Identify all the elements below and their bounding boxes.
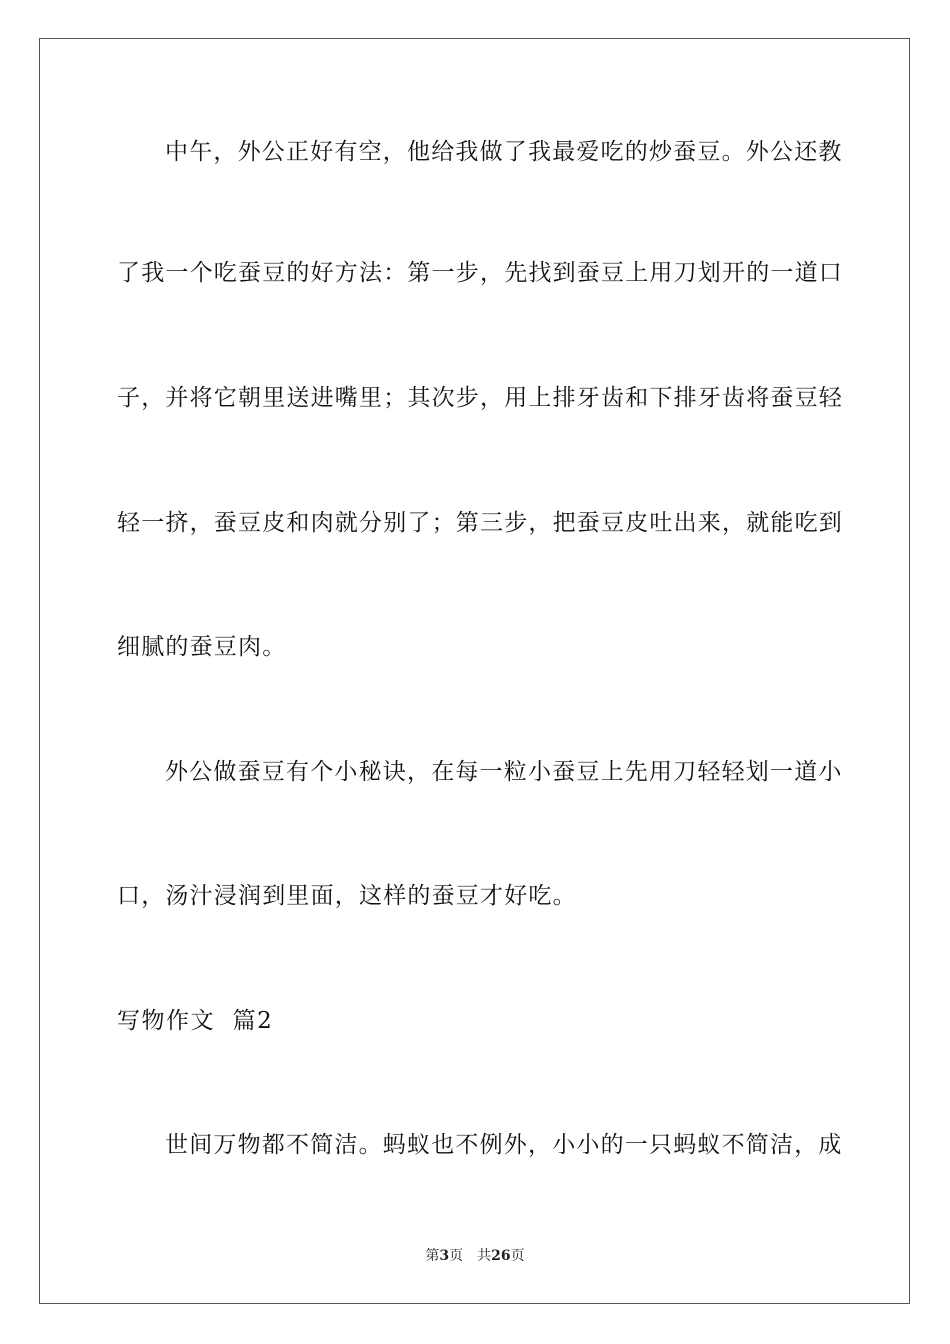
page-number: 3 — [439, 1248, 450, 1264]
section-heading: 写物作文 篇2 — [117, 1008, 274, 1034]
paragraph-1-line-2: 了我一个吃蚕豆的好方法：第一步，先找到蚕豆上用刀划开的一道口 — [117, 260, 843, 286]
paragraph-3-line-1: 世间万物都不简洁。蚂蚁也不例外，小小的一只蚂蚁不简洁，成 — [165, 1132, 843, 1158]
paragraph-1-line-3: 子，并将它朝里送进嘴里；其次步，用上排牙齿和下排牙齿将蚕豆轻 — [117, 385, 843, 411]
paragraph-2-line-1: 外公做蚕豆有个小秘诀，在每一粒小蚕豆上先用刀轻轻划一道小 — [165, 759, 843, 785]
page-suffix: 页 — [449, 1248, 464, 1264]
paragraph-2-line-2: 口，汤汁浸润到里面，这样的蚕豆才好吃。 — [117, 883, 577, 909]
paragraph-1-line-1: 中午，外公正好有空，他给我做了我最爱吃的炒蚕豆。外公还教 — [165, 139, 843, 165]
paragraph-1-line-4: 轻一挤，蚕豆皮和肉就分别了；第三步，把蚕豆皮吐出来，就能吃到 — [117, 510, 843, 536]
page-border — [39, 38, 910, 1304]
total-pages: 26 — [491, 1248, 511, 1264]
page-footer — [0, 1246, 950, 1266]
paragraph-1-line-5: 细腻的蚕豆肉。 — [117, 634, 287, 660]
total-suffix: 页 — [510, 1248, 525, 1264]
page-prefix: 第 — [425, 1248, 440, 1264]
total-prefix: 共 — [477, 1248, 492, 1264]
